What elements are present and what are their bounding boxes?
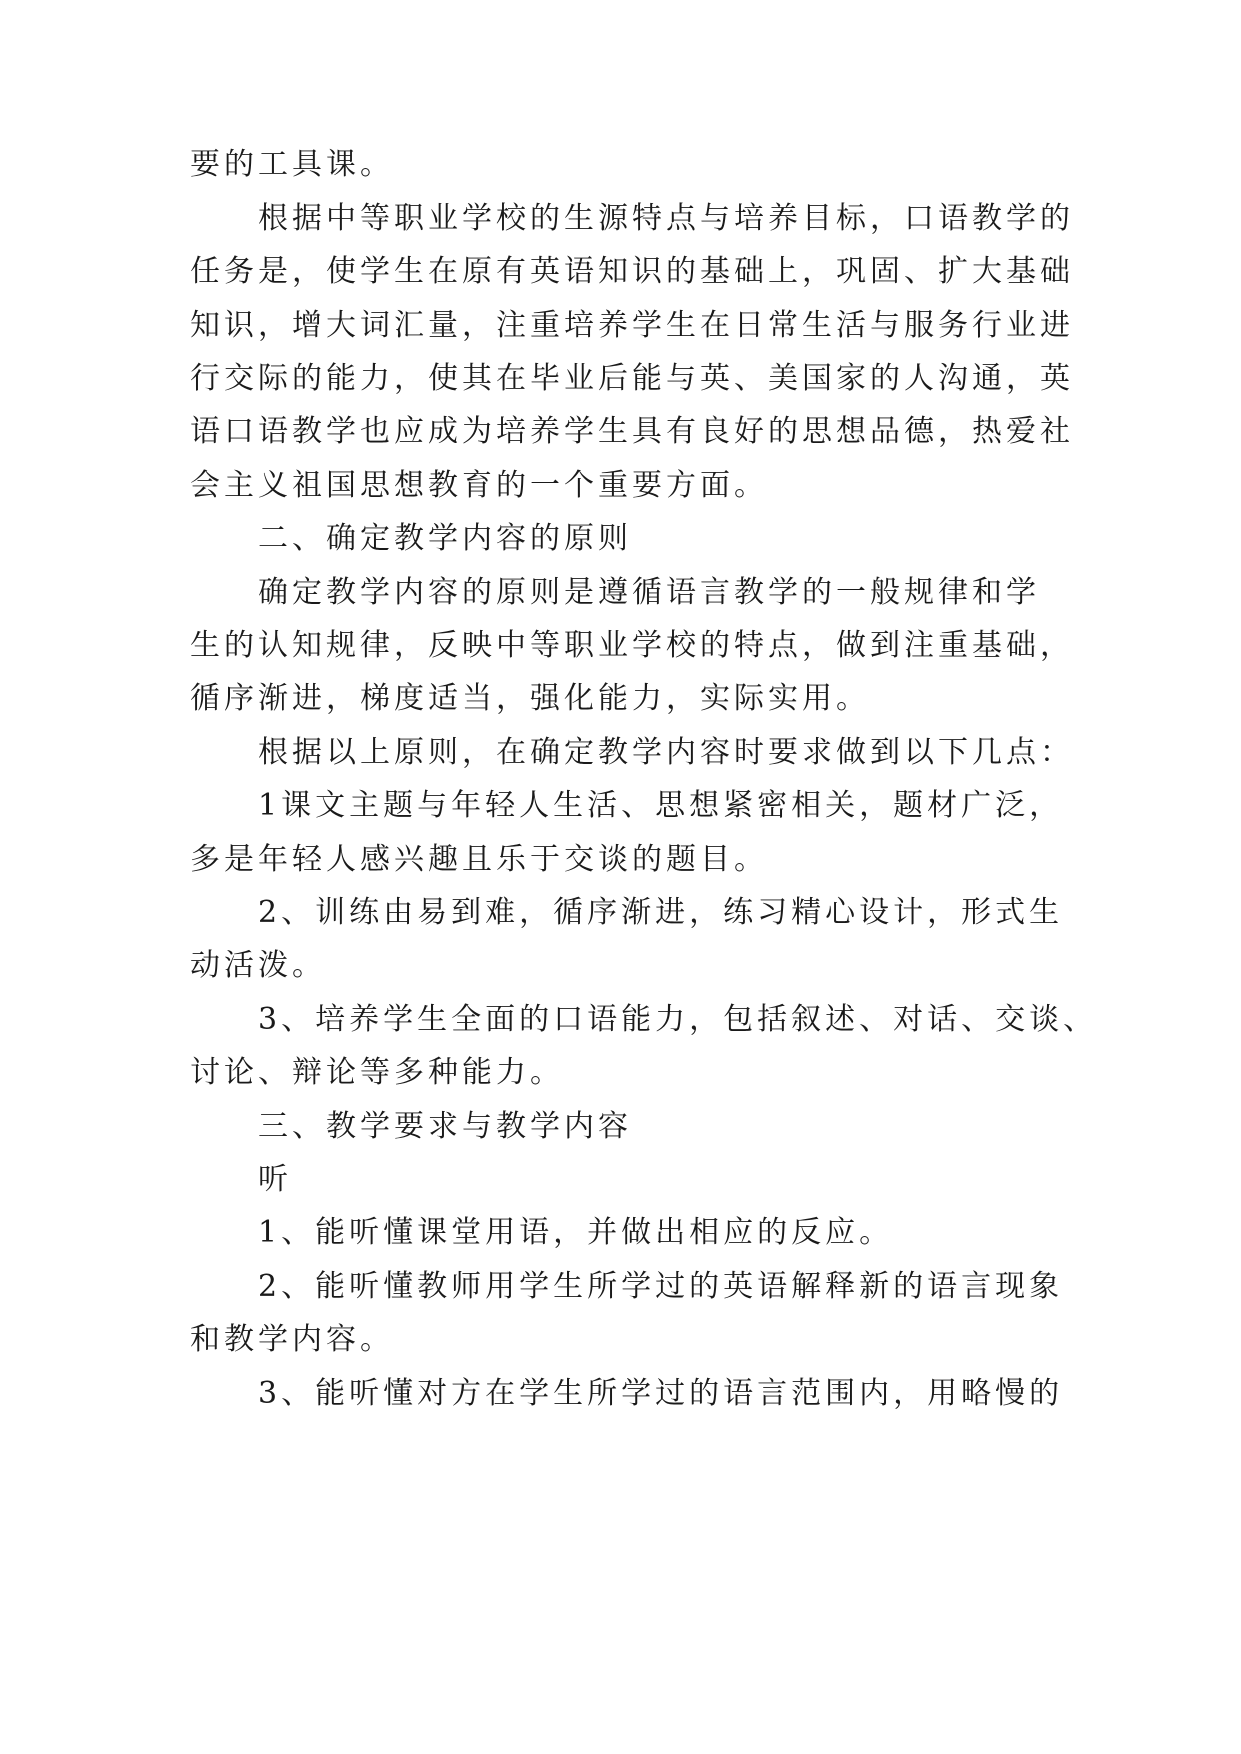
list-item-line: 和教学内容。 bbox=[190, 1322, 394, 1357]
paragraph-line: 根据以上原则，在确定教学内容时要求做到以下几点： bbox=[258, 735, 1074, 770]
paragraph-line: 行交际的能力，使其在毕业后能与英、美国家的人沟通，英 bbox=[190, 361, 1074, 396]
paragraph-line: 生的认知规律，反映中等职业学校的特点，做到注重基础， bbox=[190, 628, 1074, 663]
list-item-line: 动活泼。 bbox=[190, 948, 326, 983]
paragraph-line: 会主义祖国思想教育的一个重要方面。 bbox=[190, 468, 768, 503]
list-item-line: 多是年轻人感兴趣且乐于交谈的题目。 bbox=[190, 842, 768, 877]
paragraph-line: 任务是，使学生在原有英语知识的基础上，巩固、扩大基础 bbox=[190, 254, 1074, 289]
paragraph-line: 根据中等职业学校的生源特点与培养目标，口语教学的 bbox=[258, 201, 1074, 236]
paragraph-line: 语口语教学也应成为培养学生具有良好的思想品德，热爱社 bbox=[190, 414, 1074, 449]
list-item-line: 1课文主题与年轻人生活、思想紧密相关，题材广泛， bbox=[258, 788, 1064, 823]
list-item-line: 3、能听懂对方在学生所学过的语言范围内，用略慢的 bbox=[258, 1376, 1064, 1411]
paragraph-line: 要的工具课。 bbox=[190, 147, 394, 182]
subsection-heading: 听 bbox=[258, 1162, 292, 1197]
paragraph-line: 知识，增大词汇量，注重培养学生在日常生活与服务行业进 bbox=[190, 308, 1074, 343]
list-item-line: 2、能听懂教师用学生所学过的英语解释新的语言现象 bbox=[258, 1269, 1064, 1304]
paragraph-line: 确定教学内容的原则是遵循语言教学的一般规律和学 bbox=[258, 575, 1040, 610]
section-heading: 三、教学要求与教学内容 bbox=[258, 1109, 632, 1144]
list-item-line: 3、培养学生全面的口语能力，包括叙述、对话、交谈、 bbox=[258, 1002, 1098, 1037]
list-item-line: 1、能听懂课堂用语，并做出相应的反应。 bbox=[258, 1215, 894, 1250]
section-heading: 二、确定教学内容的原则 bbox=[258, 521, 632, 556]
paragraph-line: 循序渐进，梯度适当，强化能力，实际实用。 bbox=[190, 681, 870, 716]
list-item-line: 讨论、辩论等多种能力。 bbox=[190, 1055, 564, 1090]
list-item-line: 2、训练由易到难，循序渐进，练习精心设计，形式生 bbox=[258, 895, 1064, 930]
